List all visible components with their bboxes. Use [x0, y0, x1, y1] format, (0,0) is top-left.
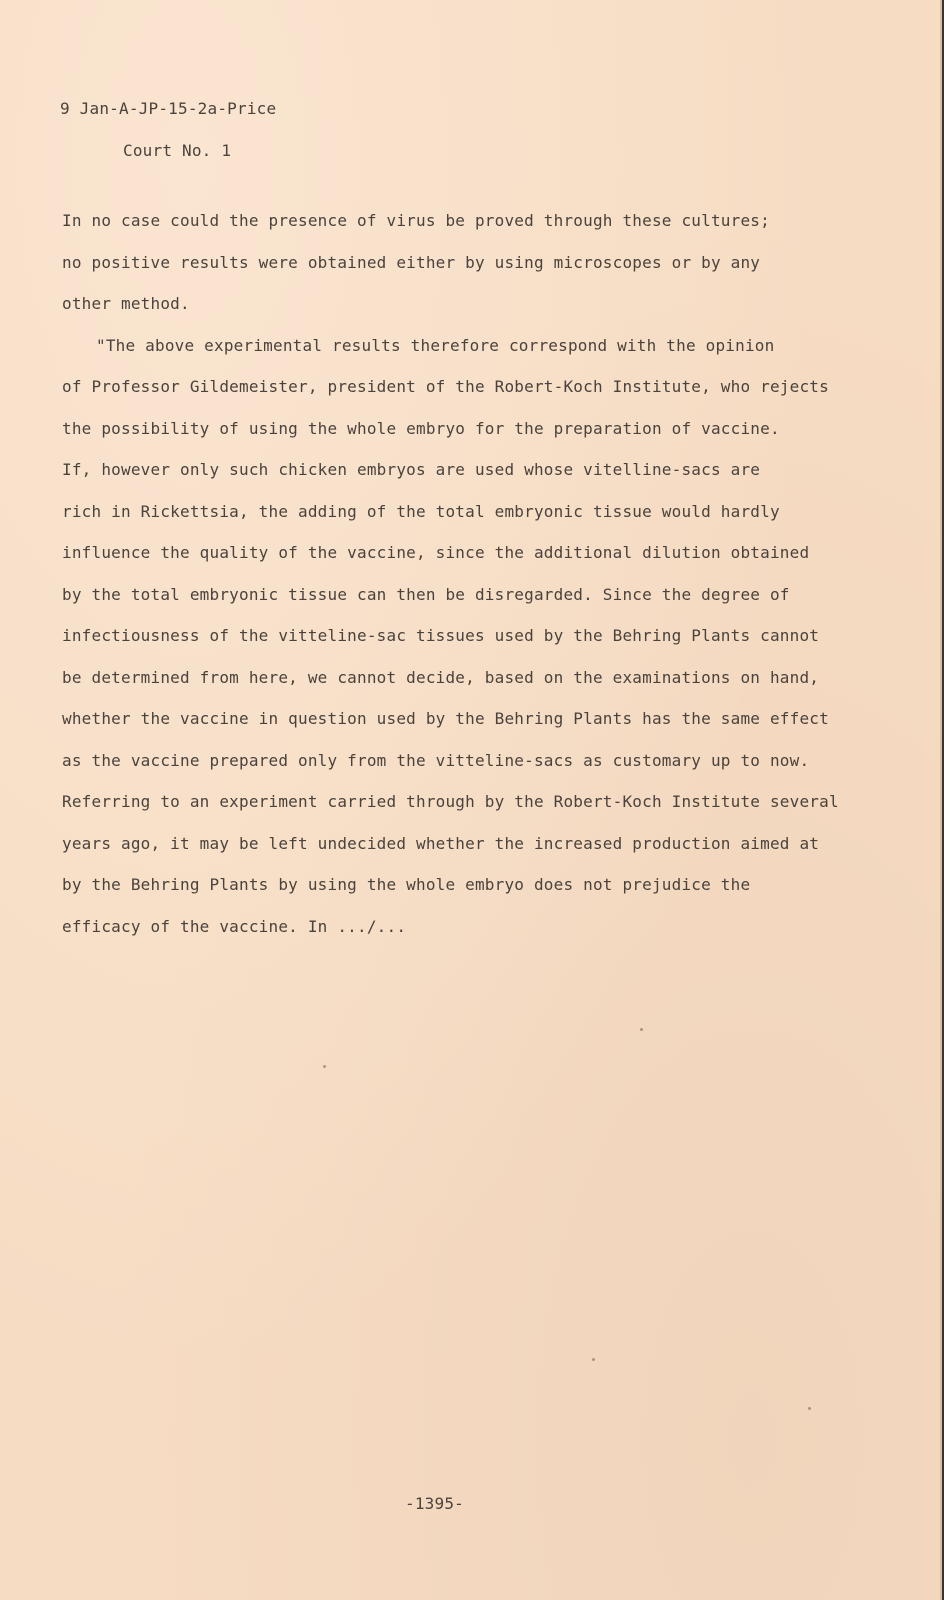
body-line: Referring to an experiment carried through by the Robert-Koch Institute several — [62, 792, 839, 811]
document-body — [62, 200, 839, 947]
body-line: rich in Rickettsia, the adding of the total embryonic tissue would hardly — [62, 501, 780, 521]
paper-speck — [640, 1028, 643, 1031]
body-line: efficacy of the vaccine. In .../... — [62, 916, 407, 936]
body-line: by the total embryonic tissue can then be disregarded. Since the degree of — [62, 584, 790, 604]
paper-speck — [592, 1358, 595, 1361]
body-line: If, however only such chicken embryos are used whose vitelline-sacs are — [62, 460, 761, 479]
body-line: whether the vaccine in question used by the Behring Plants has the same effect — [62, 709, 829, 728]
body-line: influence the quality of the vaccine, since the additional dilution obtained — [62, 543, 810, 562]
body-line: of Professor Gildemeister, president of the Robert-Koch Institute, who rejects — [62, 377, 829, 396]
body-line: be determined from here, we cannot decide, based on the examinations on hand, — [62, 667, 820, 687]
court-label: Court No. 1 — [123, 141, 232, 160]
body-line-paragraph-start: "The above experimental results therefore correspond with the opinion — [96, 335, 775, 355]
body-line: years ago, it may be left undecided whether the increased production aimed at — [62, 833, 820, 853]
page-number: -1395- — [405, 1494, 464, 1513]
body-line: In no case could the presence of virus be proved through these cultures; — [62, 211, 770, 230]
paper-speck — [808, 1407, 811, 1410]
body-line: the possibility of using the whole embryo for the preparation of vaccine. — [62, 418, 780, 438]
body-line: as the vaccine prepared only from the vitteline-sacs as customary up to now. — [62, 750, 810, 770]
body-line: infectiousness of the vitteline-sac tissues used by the Behring Plants cannot — [62, 626, 820, 645]
document-reference: 9 Jan-A-JP-15-2a-Price — [60, 99, 277, 118]
body-line: other method. — [62, 294, 190, 313]
body-line: by the Behring Plants by using the whole embryo does not prejudice the — [62, 875, 751, 894]
body-line: no positive results were obtained either by using microscopes or by any — [62, 252, 761, 272]
paper-speck — [323, 1065, 326, 1068]
